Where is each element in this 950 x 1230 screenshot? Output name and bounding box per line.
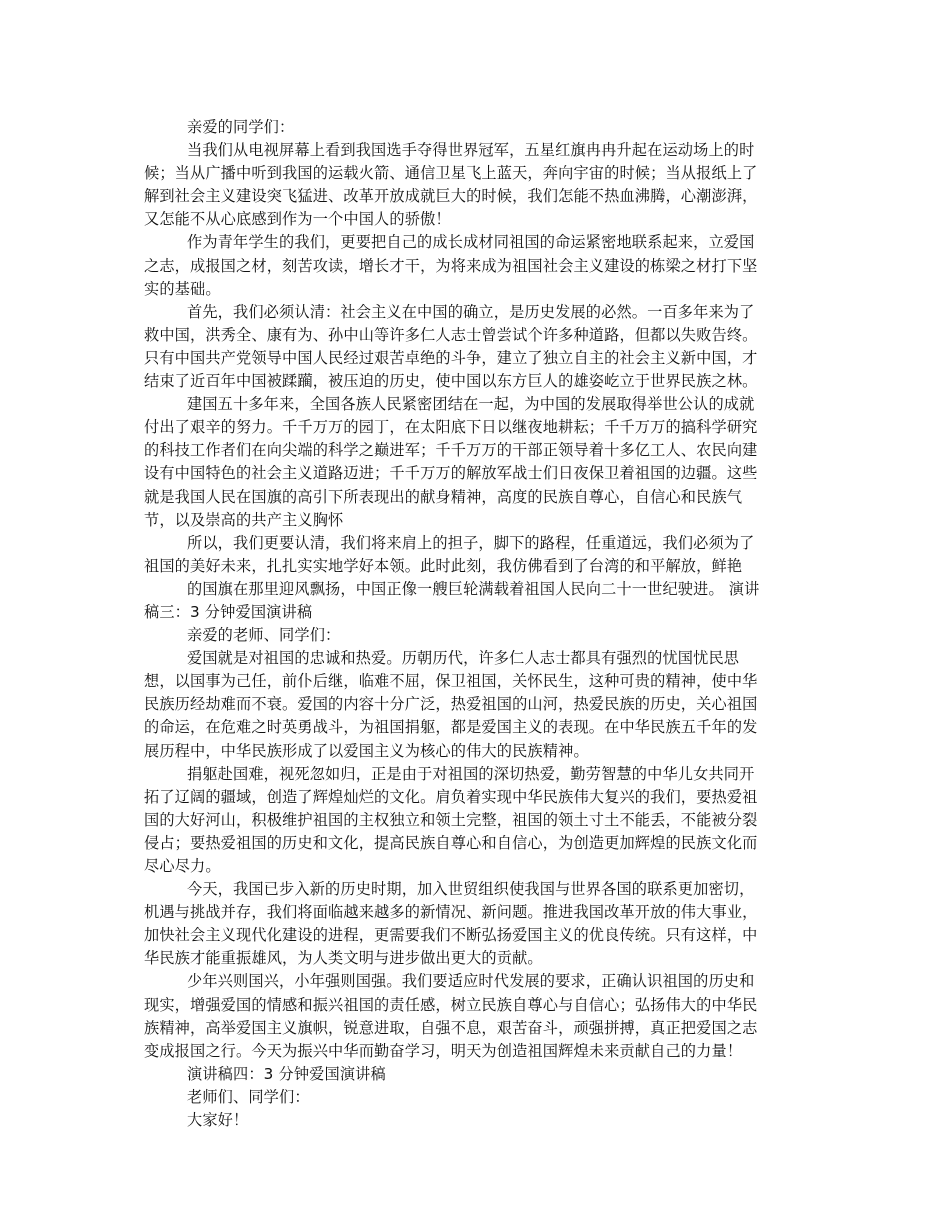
text-line: 之志，成报国之材，刻苦攻读，增长才干，为将来成为祖国社会主义建设的栋梁之材打下坚 — [144, 256, 758, 275]
document-body — [144, 116, 804, 1132]
text-line: 的科技工作者们在向尖端的科学之巅进军；千千万万的干部正领导着十多亿工人、农民向建 — [144, 441, 758, 460]
text-line: 祖国的美好未来，扎扎实实地学好本领。此时此刻，我仿佛看到了台湾的和平解放，鲜艳 — [144, 556, 743, 575]
text-line: 加快社会主义现代化建设的进程，更需要我们不断弘扬爱国主义的优良传统。只有这样，中 — [144, 926, 758, 945]
text-line: 拓了辽阔的疆域，创造了辉煌灿烂的文化。肩负着实现中华民族伟大复兴的我们，要热爱祖 — [144, 787, 758, 806]
text-line: 亲爱的同学们： — [187, 118, 295, 136]
text-line: 设有中国特色的社会主义道路迈进；千千万万的解放军战士们日夜保卫着祖国的边疆。这些 — [144, 464, 758, 483]
text-line: 民族历经劫难而不衰。爱国的内容十分广泛，热爱祖国的山河，热爱民族的历史，关心祖国 — [144, 695, 758, 714]
text-line: 又怎能不从心底感到作为一个中国人的骄傲！ — [144, 210, 451, 229]
text-line: 演讲稿四：3 分钟爱国演讲稿 — [187, 1064, 386, 1083]
text-line: 国的大好河山，积极维护祖国的主权独立和领土完整，祖国的领土寸土不能丢，不能被分裂 — [144, 810, 758, 829]
text-line: 只有中国共产党领导中国人民经过艰苦卓绝的斗争，建立了独立自主的社会主义新中国，才 — [144, 348, 758, 367]
text-line: 展历程中，中华民族形成了以爱国主义为核心的伟大的民族精神。 — [144, 741, 589, 760]
text-line: 爱国就是对祖国的忠诚和热爱。历朝历代，许多仁人志士都具有强烈的忧国忧民思 — [187, 649, 740, 668]
text-line: 捐躯赴国难，视死忽如归，正是由于对祖国的深切热爱，勤劳智慧的中华儿女共同开 — [187, 764, 755, 783]
text-line: 老师们、同学们： — [187, 1087, 310, 1106]
text-line: 少年兴则国兴，小年强则国强。我们要适应时代发展的要求，正确认识祖国的历史和 — [187, 972, 755, 991]
text-line: 侵占；要热爱祖国的历史和文化，提高民族自尊心和自信心，为创造更加辉煌的民族文化而 — [144, 833, 758, 852]
text-line: 首先，我们必须认清：社会主义在中国的确立，是历史发展的必然。一百多年来为了 — [187, 302, 755, 321]
text-line: 节，以及崇高的共产主义胸怀 — [144, 510, 344, 529]
text-line: 建国五十多年来，全国各族人民紧密团结在一起，为中国的发展取得举世公认的成就 — [187, 395, 755, 414]
text-line: 就是我国人民在国旗的高引下所表现出的献身精神，高度的民族自尊心，自信心和民族气 — [144, 487, 743, 506]
text-line: 变成报国之行。今天为振兴中华而勤奋学习，明天为创造祖国辉煌未来贡献自己的力量！ — [144, 1041, 743, 1060]
text-line: 的命运，在危难之时英勇战斗，为祖国捐躯，都是爱国主义的表现。在中华民族五千年的发 — [144, 718, 758, 737]
text-line: 今天，我国已步入新的历史时期，加入世贸组织使我国与世界各国的联系更加密切， — [187, 880, 755, 899]
text-line: 机遇与挑战并存，我们将面临越来越多的新情况、新问题。推进我国改革开放的伟大事业， — [144, 903, 758, 922]
text-line: 现实，增强爱国的情感和振兴祖国的责任感，树立民族自尊心与自信心；弘扬伟大的中华民 — [144, 995, 758, 1014]
text-line: 想，以国事为己任，前仆后继，临难不屈，保卫祖国，关怀民生，这种可贵的精神，使中华 — [144, 672, 758, 691]
text-line: 族精神，高举爱国主义旗帜，锐意进取，自强不息，艰苦奋斗，顽强拼搏，真正把爱国之志 — [144, 1018, 758, 1037]
text-line: 尽心尽力。 — [144, 857, 221, 875]
text-line: 当我们从电视屏幕上看到我国选手夺得世界冠军，五星红旗冉冉升起在运动场上的时 — [187, 141, 755, 160]
text-line: 亲爱的老师、同学们： — [187, 626, 341, 645]
text-line: 的国旗在那里迎风飘扬，中国正像一艘巨轮满载着祖国人民向二十一世纪驶进。 演讲 — [187, 579, 760, 598]
text-line: 所以，我们更要认清，我们将来肩上的担子，脚下的路程，任重道远，我们必须为了 — [187, 533, 755, 552]
text-line: 稿三：3 分钟爱国演讲稿 — [144, 602, 313, 621]
text-line: 付出了艰辛的努力。千千万万的园丁，在太阳底下日以继夜地耕耘；千千万万的搞科学研究 — [144, 418, 758, 437]
text-line: 解到社会主义建设突飞猛进、改革开放成就巨大的时候，我们怎能不热血沸腾，心潮澎湃， — [144, 187, 758, 206]
text-line: 候；当从广播中听到我国的运载火箭、通信卫星飞上蓝天，奔向宇宙的时候；当从报纸上了 — [144, 164, 758, 183]
text-line: 结束了近百年中国被蹂躏，被压迫的历史，使中国以东方巨人的雄姿屹立于世界民族之林。 — [144, 372, 758, 391]
text-line: 作为青年学生的我们，更要把自己的成长成材同祖国的命运紧密地联系起来，立爱国 — [187, 233, 755, 252]
text-line: 救中国，洪秀全、康有为、孙中山等许多仁人志士曾尝试个许多种道路，但都以失败告终。 — [144, 325, 758, 344]
text-line: 华民族才能重振雄风，为人类文明与进步做出更大的贡献。 — [144, 949, 543, 968]
text-line: 大家好！ — [187, 1111, 249, 1130]
text-line: 实的基础。 — [144, 279, 221, 298]
